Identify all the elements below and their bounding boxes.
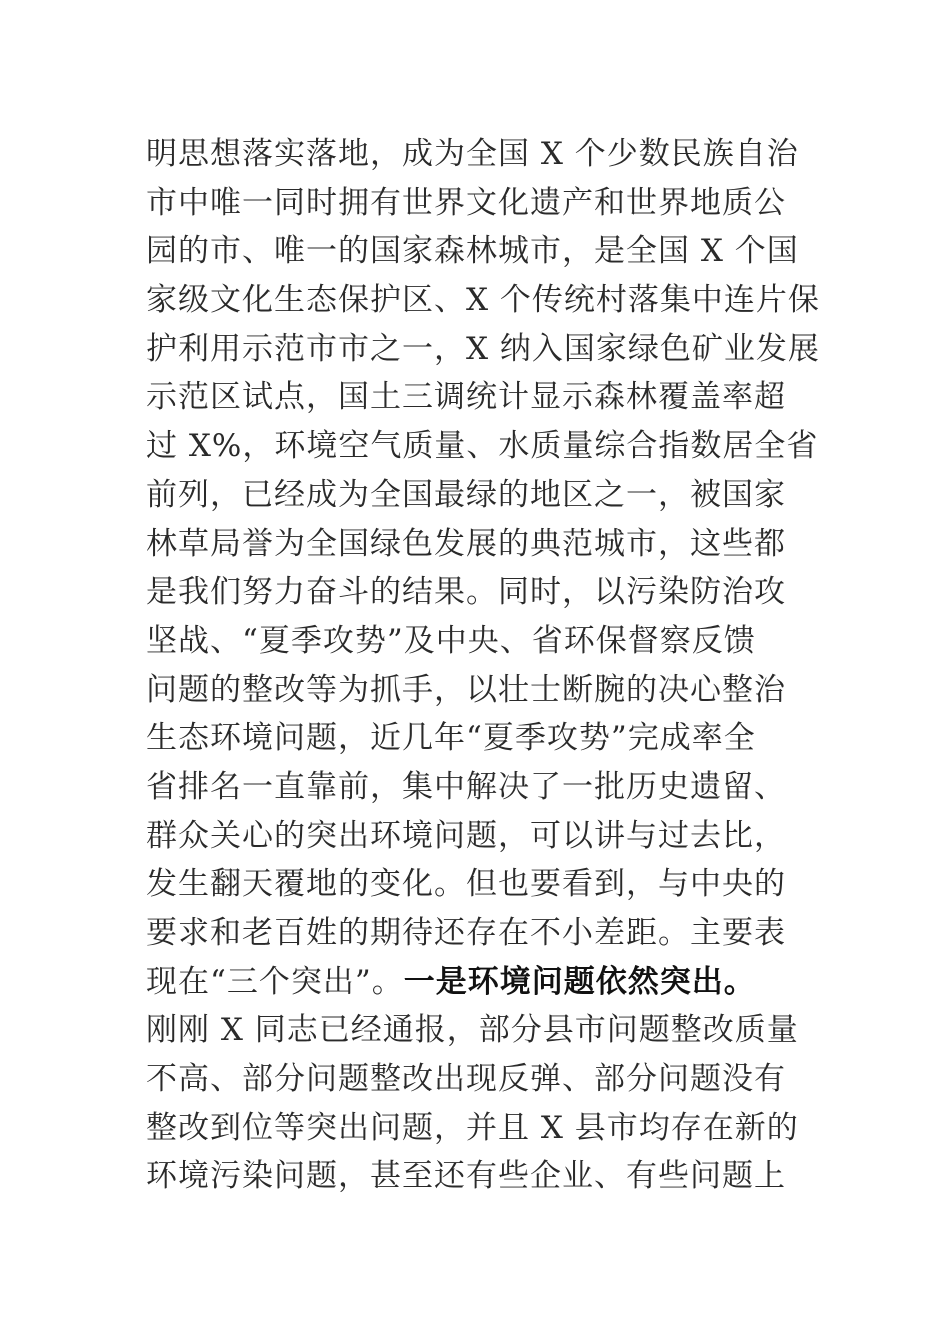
- text-line: 生态环境问题，近几年“夏季攻势”完成率全: [146, 720, 756, 757]
- body-text: [146, 130, 826, 1201]
- text-line: 示范区试点，国土三调统计显示森林覆盖率超: [146, 379, 786, 416]
- text-line: 过 X%，环境空气质量、水质量综合指数居全省: [146, 428, 819, 465]
- text-line: 明思想落实落地，成为全国 X 个少数民族自治: [146, 136, 799, 172]
- text-line: 整改到位等突出问题，并且 X 县市均存在新的: [146, 1109, 799, 1146]
- text-line: 是我们努力奋斗的结果。同时，以污染防治攻: [146, 574, 786, 611]
- text-line: 林草局誉为全国绿色发展的典范城市，这些都: [146, 525, 786, 562]
- text-line: 坚战、“夏季攻势”及中央、省环保督察反馈: [146, 622, 756, 659]
- text-segment: 现在“三个突出”。: [146, 963, 404, 1000]
- bold-heading-phrase: 一是环境问题依然突出。: [403, 963, 756, 1000]
- text-line: 省排名一直靠前，集中解决了一批历史遗留、: [146, 768, 786, 805]
- text-line: 护利用示范市市之一，X 纳入国家绿色矿业发展: [146, 330, 820, 367]
- text-line: 市中唯一同时拥有世界文化遗产和世界地质公: [146, 184, 786, 221]
- text-line: 园的市、唯一的国家森林城市，是全国 X 个国: [146, 233, 799, 270]
- text-line: 前列，已经成为全国最绿的地区之一，被国家: [146, 476, 786, 513]
- text-line-mixed: [146, 958, 826, 1007]
- text-line: 家级文化生态保护区、X 个传统村落集中连片保: [146, 282, 820, 319]
- text-line: 刚刚 X 同志已经通报，部分县市问题整改质量: [146, 1012, 799, 1049]
- text-line: 不高、部分问题整改出现反弹、部分问题没有: [146, 1061, 786, 1098]
- text-line: 环境污染问题，甚至还有些企业、有些问题上: [146, 1158, 786, 1195]
- text-line: 要求和老百姓的期待还存在不小差距。主要表: [146, 915, 786, 951]
- text-line: 问题的整改等为抓手，以壮士断腕的决心整治: [146, 671, 786, 708]
- text-line: 发生翻天覆地的变化。但也要看到，与中央的: [146, 866, 786, 903]
- text-line: 群众关心的突出环境问题，可以讲与过去比，: [146, 817, 786, 854]
